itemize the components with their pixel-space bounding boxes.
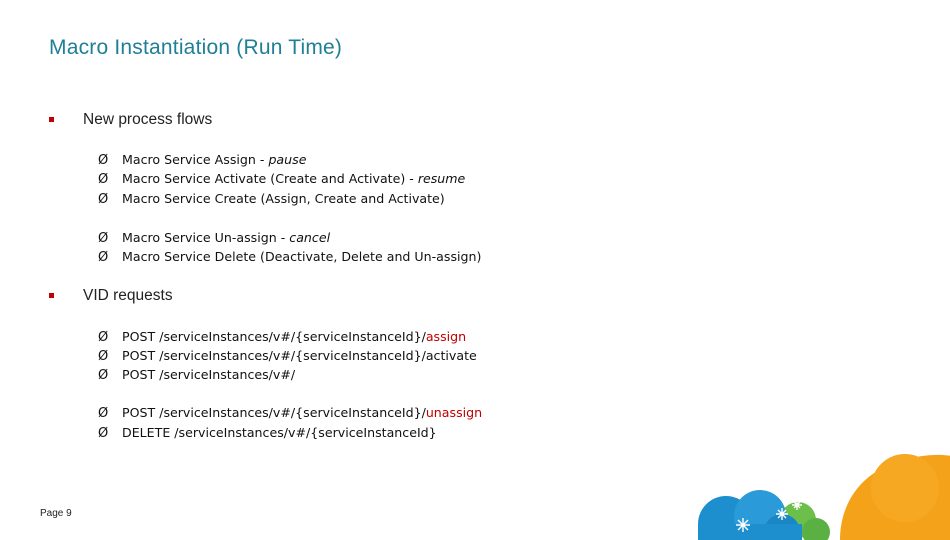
arrow-bullet-icon: Ø bbox=[98, 172, 109, 187]
arrow-bullet-icon: Ø bbox=[98, 330, 109, 345]
list-item: Ø DELETE /serviceInstances/v#/{serviceInstanceId} bbox=[98, 425, 437, 441]
section-heading: New process flows bbox=[83, 111, 213, 128]
list-item: Ø POST /serviceInstances/v#/{serviceInstanceId}/unassign bbox=[98, 405, 483, 421]
list-item: Ø Macro Service Activate (Create and Activate) - resume bbox=[98, 171, 466, 187]
list-item: Ø Macro Service Assign - pause bbox=[98, 152, 307, 168]
list-item: Ø POST /serviceInstances/v#/ bbox=[98, 367, 296, 383]
section-bullet bbox=[49, 117, 54, 122]
section-heading: VID requests bbox=[83, 287, 173, 304]
page-number: Page 9 bbox=[40, 508, 72, 519]
arrow-bullet-icon: Ø bbox=[98, 192, 109, 207]
arrow-bullet-icon: Ø bbox=[98, 426, 109, 441]
arrow-bullet-icon: Ø bbox=[98, 349, 109, 364]
list-item: Ø POST /serviceInstances/v#/{serviceInstanceId}/activate bbox=[98, 348, 477, 364]
arrow-bullet-icon: Ø bbox=[98, 153, 109, 168]
list-item: Ø Macro Service Delete (Deactivate, Delete and Un-assign) bbox=[98, 249, 482, 265]
arrow-bullet-icon: Ø bbox=[98, 368, 109, 383]
cloud-logo-icon bbox=[690, 440, 950, 540]
slide-title: Macro Instantiation (Run Time) bbox=[49, 36, 343, 59]
arrow-bullet-icon: Ø bbox=[98, 250, 109, 265]
list-item: Ø Macro Service Un-assign - cancel bbox=[98, 230, 331, 246]
arrow-bullet-icon: Ø bbox=[98, 406, 109, 421]
section-bullet bbox=[49, 293, 54, 298]
list-item: Ø Macro Service Create (Assign, Create and Activate) bbox=[98, 191, 445, 207]
list-item: Ø POST /serviceInstances/v#/{serviceInstanceId}/assign bbox=[98, 329, 467, 345]
arrow-bullet-icon: Ø bbox=[98, 231, 109, 246]
